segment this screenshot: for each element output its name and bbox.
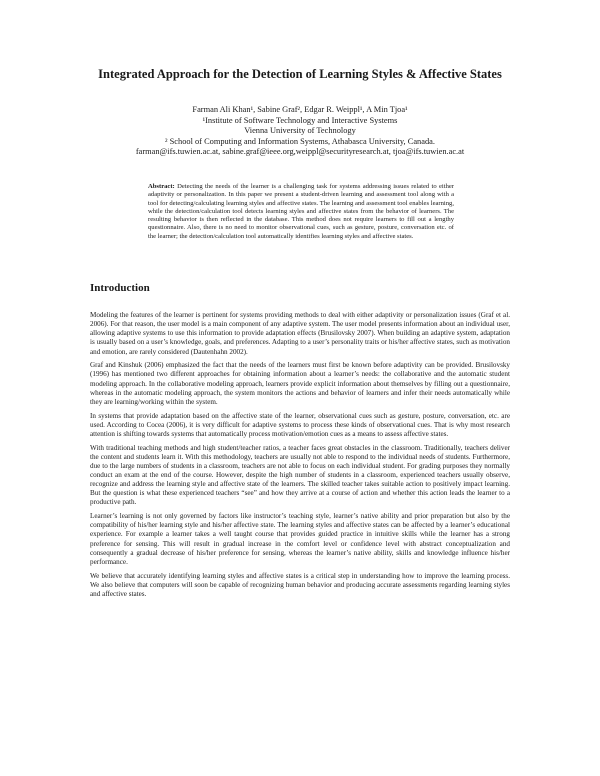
abstract-text: Detecting the needs of the learner is a challenging task for systems addressing issues related to either adaptivity or personalization. In this paper we present a student-driven learning and assessment tool along with a tool for detecting/calculating learning styles and affective states. The learning and assessment tool enables learning, while the detection/calculation tool detects learning styles and affective states from the behavior of learners. The resulting behavior is then reflected in the database. This method does not require learners to fill out a lengthy questionnaire. Also, there is no need to monitor observational cues, such as gesture, posture, conversation etc. of the learner; the detection/calculation tool automatically identifies learning styles and affective states. <box>148 183 454 240</box>
abstract-label: Abstract: <box>148 183 175 190</box>
section-heading-introduction: Introduction <box>90 282 150 294</box>
affiliation-1: ¹Institute of Software Technology and Interactive Systems <box>202 115 398 125</box>
author-emails: farman@ifs.tuwien.ac.at, sabine.graf@ieee.org,weippl@securityresearch.at, tjoa@ifs.tuwien.ac.at <box>135 147 465 157</box>
author-names: Farman Ali Khan¹, Sabine Graf², Edgar R. Weippl¹, A Min Tjoa¹ <box>192 105 408 114</box>
paragraph: With traditional teaching methods and high student/teacher ratios, a teacher faces great obstacles in the classroom. Traditionally, teachers deliver the content and students learn it. With this methodology, teachers are usually not able to respond to the individual needs of students. Furthermore, due to the large numbers of students in a classroom, teachers are not able to focus on each individual student. For grading purposes they normally conduct an exam at the end of the course. However, despite the high number of students in a classroom, experienced teachers usually observe, recognize and address the learning style and affective state of the learners. The skilled teacher takes suitable action to positively impact learning. But the question is what these experienced teachers “see” and how they arrive at a course of action and whether this action leads the learner to a productive path. <box>90 443 510 507</box>
author-block <box>40 105 560 158</box>
abstract <box>148 183 454 241</box>
affiliation-2: ² School of Computing and Information Systems, Athabasca University, Canada. <box>165 136 435 146</box>
affiliation-1-university: Vienna University of Technology <box>244 126 356 136</box>
paragraph: We believe that accurately identifying learning styles and affective states is a critical step in understanding how to improve the learning process. We also believe that computers will soon be capable of recognizing human behavior and producing accurate assessments regarding learning styles and affective states. <box>90 571 510 598</box>
paragraph: Learner’s learning is not only governed by factors like instructor’s teaching style, learner’s native ability and prior preparation but also by the compatibility of his/her learning style and his/her affective state. The learning styles and affective states can be affected by a learner’s educational experience. For example a learner takes a well taught course that provides guided practice in intuitive skills while the learner has a strong preference for sensing. This will result in gradual increase in the comfort level or confidence level with abstract conceptualization and consequently a gradual decrease of his/her preference for sensing, whereas the learner’s native ability, skills and knowledge influence his/her performance. <box>90 512 510 566</box>
paragraph: Modeling the features of the learner is pertinent for systems providing methods to deal with either adaptivity or personalization issues (Graf et al. 2006). For that reason, the user model is a main component of any adaptive system. The user model presents information about an individual user, allowing adaptive systems to use this information to provide adaptation effects (Brusilovsky 2007). When building an adaptive system, adaptation is usually based on a user’s knowledge, goals, and preferences. Adapting to a user’s personality traits or his/her affective states, such as motivation and emotion, are rarely considered (Dautenhahn 2002). <box>90 311 510 356</box>
introduction-body <box>90 311 510 604</box>
paragraph: In systems that provide adaptation based on the affective state of the learner, observational cues such as gesture, posture, conversation, etc. are used. According to Cocea (2006), it is very difficult for adaptive systems to process these kinds of observational cues. That is why most research attention is shifting towards systems that automatically process motivation/emotion cues as a means to assess affective states. <box>90 411 510 438</box>
paper-title: Integrated Approach for the Detection of Learning Styles & Affective States <box>98 67 502 81</box>
paragraph: Graf and Kinshuk (2006) emphasized the fact that the needs of the learners must first be known before adaptivity can be provided. Brusilovsky (1996) has mentioned two different approaches for obtaining information about a learner’s needs: the collaborative and the automatic student modeling approach. In the collaborative modeling approach, learners provide explicit information about themselves by filling out a questionnaire, whereas in the automatic modeling approach, the system monitors the actions and behavior of learners and infer their needs automatically while they are learning/working within the system. <box>90 361 510 406</box>
